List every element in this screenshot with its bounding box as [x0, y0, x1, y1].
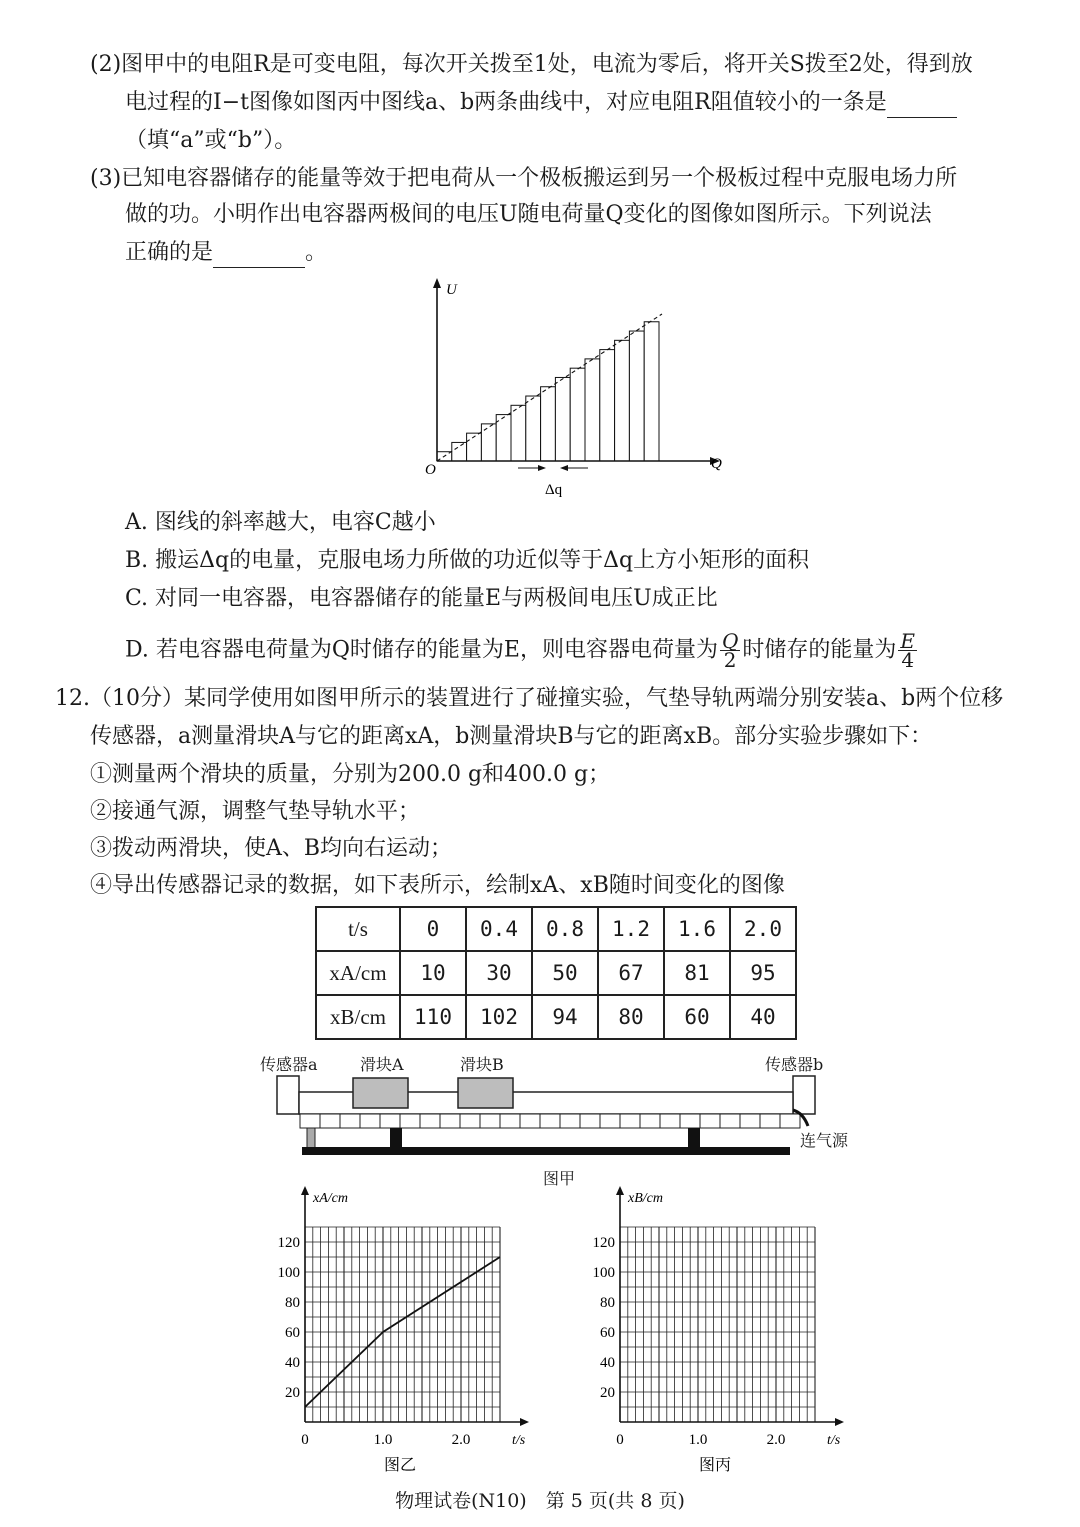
u-q-bar — [541, 387, 556, 461]
slider-a-label: 滑块A — [360, 1055, 404, 1074]
x-axis-arrow — [520, 1418, 529, 1426]
y-tick-label: 40 — [600, 1355, 615, 1371]
y-tick-label: 120 — [592, 1235, 615, 1251]
y-axis-label: xB/cm — [628, 1191, 663, 1206]
track-segment — [420, 1114, 440, 1128]
slider-b — [458, 1078, 513, 1108]
track-leg-left — [307, 1128, 315, 1148]
track-segment — [300, 1114, 320, 1128]
track-segment — [380, 1114, 400, 1128]
y-tick-label: 100 — [277, 1265, 300, 1281]
track-support-2 — [688, 1128, 700, 1148]
u-q-bar — [644, 322, 659, 461]
x-tick-label: 1.0 — [373, 1432, 393, 1448]
u-q-graph — [410, 270, 740, 505]
frac1-num: Q — [721, 629, 739, 653]
q3-line2: 做的功。小明作出电容器两极间的电压U随电荷量Q变化的图像如图所示。下列说法 — [125, 202, 932, 227]
answer-blank-q3[interactable] — [213, 243, 305, 268]
table-cell: 94 — [532, 995, 598, 1039]
track-segment — [440, 1114, 460, 1128]
option-a: A. 图线的斜率越大，电容C越小 — [125, 510, 436, 535]
table-row-xb — [316, 995, 796, 1039]
frac2-den: 4 — [901, 648, 915, 672]
y-tick-label: 100 — [592, 1265, 615, 1281]
x-axis-arrow — [835, 1418, 844, 1426]
slider-b-label: 滑块B — [460, 1055, 504, 1074]
table-cell: 40 — [730, 995, 796, 1039]
track-segment — [560, 1114, 580, 1128]
chart-caption: 图乙 — [383, 1455, 417, 1474]
row-header-xb: xB/cm — [316, 995, 400, 1039]
track-segment — [640, 1114, 660, 1128]
page-footer: 物理试卷(N10) 第 5 页(共 8 页) — [395, 1490, 685, 1512]
q12-step1: ①测量两个滑块的质量，分别为200.0 g和400.0 g； — [90, 762, 611, 787]
q12-line2: 传感器，a测量滑块A与它的距离xA，b测量滑块B与它的距离xB。部分实验步骤如下： — [90, 724, 933, 749]
q12-step2: ②接通气源，调整气垫导轨水平； — [90, 799, 421, 824]
table-cell: 1.6 — [664, 907, 730, 951]
fraction-e-over-4 — [898, 629, 917, 672]
track-segment — [660, 1114, 680, 1128]
q3-line3 — [125, 238, 327, 268]
track-segment — [600, 1114, 620, 1128]
q2-line1: (2)图甲中的电阻R是可变电阻，每次开关拨至1处，电流为零后，将开关S拨至2处，得到放 — [90, 52, 973, 77]
track-base — [302, 1147, 790, 1155]
air-source-label: 连气源 — [800, 1131, 849, 1150]
table-cell: 10 — [400, 951, 466, 995]
table-cell: 95 — [730, 951, 796, 995]
track-segment — [360, 1114, 380, 1128]
row-header-t: t/s — [316, 907, 400, 951]
origin-label: O — [425, 462, 436, 478]
q12-line1: 12.（10分）某同学使用如图甲所示的装置进行了碰撞实验，气垫导轨两端分别安装a、b两个位移 — [55, 686, 1004, 711]
u-q-bars — [437, 322, 659, 461]
chart-caption: 图丙 — [698, 1455, 732, 1474]
option-d-text1: D. 若电容器电荷量为Q时储存的能量为E，则电容器电荷量为 — [125, 637, 718, 663]
table-cell: 80 — [598, 995, 664, 1039]
delta-right-arrowhead — [560, 465, 568, 471]
sensor-b-label: 传感器b — [765, 1055, 824, 1074]
sensor-a-label: 传感器a — [260, 1055, 318, 1074]
u-q-bar — [629, 331, 644, 461]
delta-left-arrowhead — [538, 465, 546, 471]
option-c: C. 对同一电容器，电容器储存的能量E与两极间电压U成正比 — [125, 586, 718, 611]
y-axis-arrow — [301, 1186, 309, 1195]
track-segment — [520, 1114, 540, 1128]
table-cell: 0.4 — [466, 907, 532, 951]
y-tick-label: 60 — [285, 1325, 300, 1341]
track-segment — [500, 1114, 520, 1128]
q3-line1: (3)已知电容器储存的能量等效于把电荷从一个极板搬运到另一个极板过程中克服电场力所 — [90, 166, 958, 191]
chart-xa-vs-t — [265, 1185, 555, 1475]
x-axis-label: t/s — [512, 1433, 526, 1448]
y-tick-label: 120 — [277, 1235, 300, 1251]
data-table — [315, 906, 797, 1040]
u-q-bar — [452, 442, 467, 461]
x-tick-label: 2.0 — [451, 1432, 471, 1448]
x-axis-label: t/s — [827, 1433, 841, 1448]
track-segment — [320, 1114, 340, 1128]
answer-blank-q2[interactable] — [887, 93, 957, 118]
table-cell: 81 — [664, 951, 730, 995]
q-axis-label: Q — [711, 456, 722, 472]
option-b: B. 搬运Δq的电量，克服电场力所做的功近似等于Δq上方小矩形的面积 — [125, 548, 810, 573]
chart-xb-vs-t — [580, 1185, 870, 1475]
y-tick-label: 40 — [285, 1355, 300, 1371]
q2-line2 — [125, 88, 957, 118]
x-tick-label: 1.0 — [688, 1432, 708, 1448]
x-tick-label: 0 — [616, 1432, 624, 1448]
y-tick-label: 20 — [285, 1385, 300, 1401]
q12-step3: ③拨动两滑块，使A、B均向右运动； — [90, 836, 453, 861]
u-axis-arrow — [433, 278, 441, 288]
y-tick-label: 80 — [600, 1295, 615, 1311]
u-q-bar — [511, 405, 526, 461]
track-segment — [620, 1114, 640, 1128]
u-q-bar — [585, 359, 600, 461]
table-cell: 102 — [466, 995, 532, 1039]
table-cell: 30 — [466, 951, 532, 995]
table-cell: 67 — [598, 951, 664, 995]
track-segment — [580, 1114, 600, 1128]
u-q-bar — [570, 368, 585, 461]
air-track-apparatus — [270, 1070, 830, 1160]
track-segments — [300, 1114, 800, 1128]
table-cell: 0 — [400, 907, 466, 951]
track-segment — [400, 1114, 420, 1128]
y-axis-arrow — [616, 1186, 624, 1195]
table-cell: 60 — [664, 995, 730, 1039]
track-segment — [720, 1114, 740, 1128]
sensor-b — [793, 1076, 815, 1114]
q12-step4: ④导出传感器记录的数据，如下表所示，绘制xA、xB随时间变化的图像 — [90, 873, 785, 898]
frac1-den: 2 — [723, 648, 737, 672]
delta-q-label: Δq — [545, 482, 563, 498]
table-row-t — [316, 907, 796, 951]
u-q-bar — [615, 340, 630, 461]
q3-line3-end: 。 — [305, 240, 328, 265]
frac2-num: E — [900, 629, 915, 653]
fraction-q-over-2 — [720, 629, 740, 672]
track-segment — [540, 1114, 560, 1128]
track-segment — [700, 1114, 720, 1128]
x-tick-label: 0 — [301, 1432, 309, 1448]
u-q-bar — [600, 350, 615, 461]
table-row-xa — [316, 951, 796, 995]
track-segment — [340, 1114, 360, 1128]
table-cell: 50 — [532, 951, 598, 995]
track-segment — [780, 1114, 800, 1128]
figure-jia-caption: 图甲 — [543, 1169, 576, 1188]
track-support-1 — [390, 1128, 402, 1148]
x-tick-label: 2.0 — [766, 1432, 786, 1448]
q2-line3: （填“a”或“b”）。 — [125, 128, 297, 153]
y-tick-label: 20 — [600, 1385, 615, 1401]
u-axis-label: U — [446, 282, 457, 298]
slider-a — [353, 1078, 408, 1108]
track-segment — [680, 1114, 700, 1128]
track-segment — [760, 1114, 780, 1128]
track-segment — [740, 1114, 760, 1128]
track-segment — [460, 1114, 480, 1128]
track-segment — [480, 1114, 500, 1128]
option-d — [125, 629, 919, 672]
table-cell: 2.0 — [730, 907, 796, 951]
y-axis-label: xA/cm — [313, 1191, 348, 1206]
u-q-bar — [481, 424, 496, 461]
row-header-xa: xA/cm — [316, 951, 400, 995]
option-d-text2: 时储存的能量为 — [742, 637, 897, 663]
table-cell: 1.2 — [598, 907, 664, 951]
sensor-a — [277, 1076, 299, 1114]
q2-line2-text: 电过程的I−t图像如图丙中图线a、b两条曲线中，对应电阻R阻值较小的一条是 — [125, 90, 887, 115]
u-q-bar — [496, 415, 511, 461]
q3-line3-text: 正确的是 — [125, 240, 214, 265]
y-tick-label: 80 — [285, 1295, 300, 1311]
u-q-bar — [555, 377, 570, 461]
y-tick-label: 60 — [600, 1325, 615, 1341]
table-cell: 0.8 — [532, 907, 598, 951]
table-cell: 110 — [400, 995, 466, 1039]
u-q-bar — [526, 396, 541, 461]
